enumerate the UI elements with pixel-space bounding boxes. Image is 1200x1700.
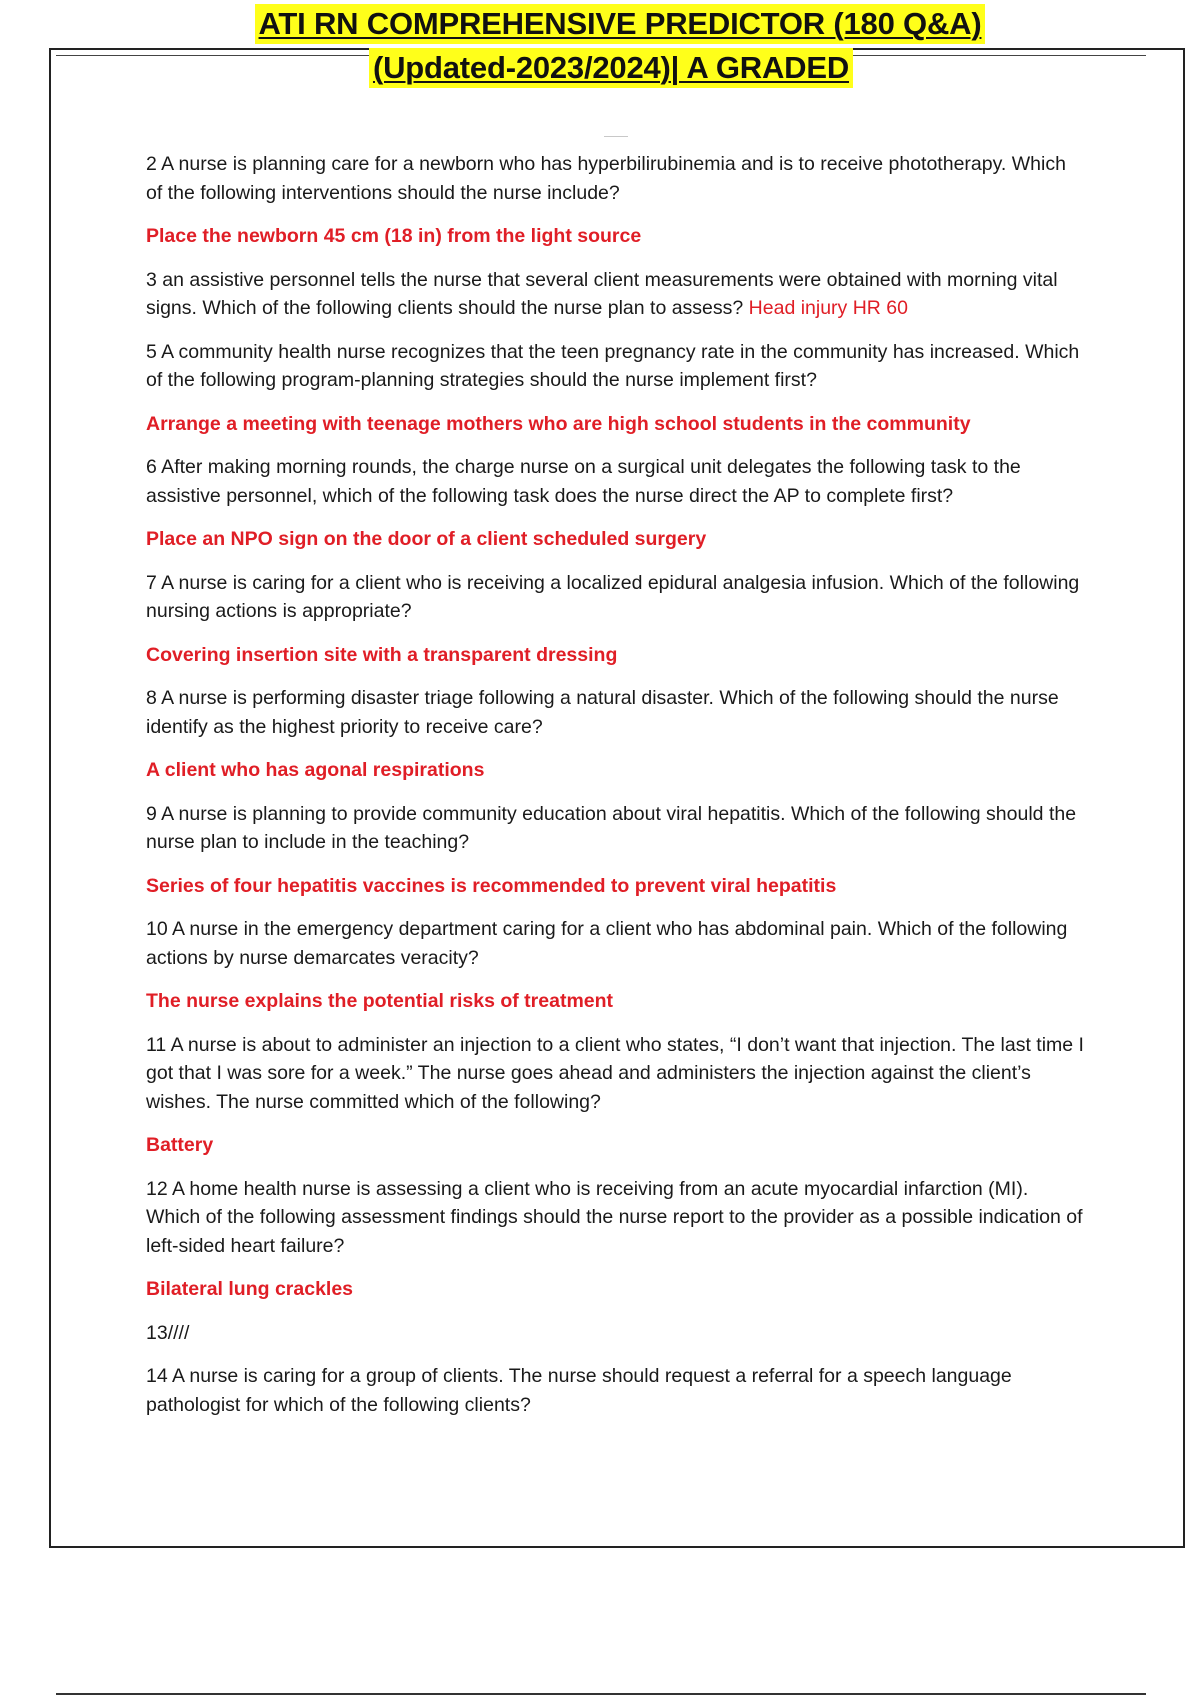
question-12: 12 A home health nurse is assessing a client who is receiving from an acute myocardial infarction (MI). Which of the following assessment findings should the nurse report to the provider as a possible indication of left-sided heart failure? <box>146 1177 1083 1257</box>
question-13: 13//// <box>146 1321 190 1344</box>
answer-3: Head injury HR 60 <box>748 297 908 319</box>
qa-list <box>146 150 1086 1434</box>
question-5: 5 A community health nurse recognizes that the teen pregnancy rate in the community has increased. Which of the following program-planning strategies should the nurse implement first? <box>146 340 1080 391</box>
title-line-1: ATI RN COMPREHENSIVE PREDICTOR (180 Q&A) <box>255 4 986 44</box>
answer-12: Bilateral lung crackles <box>146 1278 354 1300</box>
answer-8: A client who has agonal respirations <box>146 759 485 781</box>
answer-11: Battery <box>146 1134 214 1156</box>
question-9: 9 A nurse is planning to provide community education about viral hepatitis. Which of the following should the nurse plan to include in the teaching? <box>146 802 1077 853</box>
question-3 <box>146 266 1086 323</box>
answer-2: Place the newborn 45 cm (18 in) from the light source <box>146 225 642 247</box>
question-8: 8 A nurse is performing disaster triage following a natural disaster. Which of the following should the nurse identify as the highest priority to receive care? <box>146 687 1059 738</box>
document-title <box>0 4 1200 88</box>
question-11: 11 A nurse is about to administer an injection to a client who states, “I don’t want that injection. The last time I got that I was sore for a week.” The nurse goes ahead and administers the injection against the client’s wishes. The nurse committed which of the following? <box>146 1033 1084 1113</box>
question-14: 14 A nurse is caring for a group of clients. The nurse should request a referral for a speech language pathologist for which of the following clients? <box>146 1365 1012 1416</box>
question-6: 6 After making morning rounds, the charge nurse on a surgical unit delegates the following task to the assistive personnel, which of the following task does the nurse direct the AP to complete first? <box>146 456 1021 507</box>
answer-9: Series of four hepatitis vaccines is recommended to prevent viral hepatitis <box>146 874 837 897</box>
title-line-2: (Updated-2023/2024)| A GRADED <box>369 48 853 88</box>
question-3-text: 3 an assistive personnel tells the nurse that several client measurements were obtained with morning vital signs. Which of the following clients should the nurse plan to assess? <box>146 268 1058 319</box>
question-2: 2 A nurse is planning care for a newborn who has hyperbilirubinemia and is to receive phototherapy. Which of the following interventions should the nurse include? <box>146 153 1066 204</box>
question-7: 7 A nurse is caring for a client who is receiving a localized epidural analgesia infusion. Which of the following nursing actions is appropriate? <box>146 571 1080 622</box>
page-bottom-rule <box>56 1693 1146 1695</box>
question-10: 10 A nurse in the emergency department caring for a client who has abdominal pain. Which of the following actions by nurse demarcates veracity? <box>146 918 1068 969</box>
answer-10: The nurse explains the potential risks of treatment <box>146 990 614 1012</box>
divider-mark <box>604 136 628 137</box>
answer-7: Covering insertion site with a transparent dressing <box>146 643 618 666</box>
answer-5: Arrange a meeting with teenage mothers who are high school students in the community <box>146 412 971 435</box>
answer-6: Place an NPO sign on the door of a client scheduled surgery <box>146 528 707 550</box>
